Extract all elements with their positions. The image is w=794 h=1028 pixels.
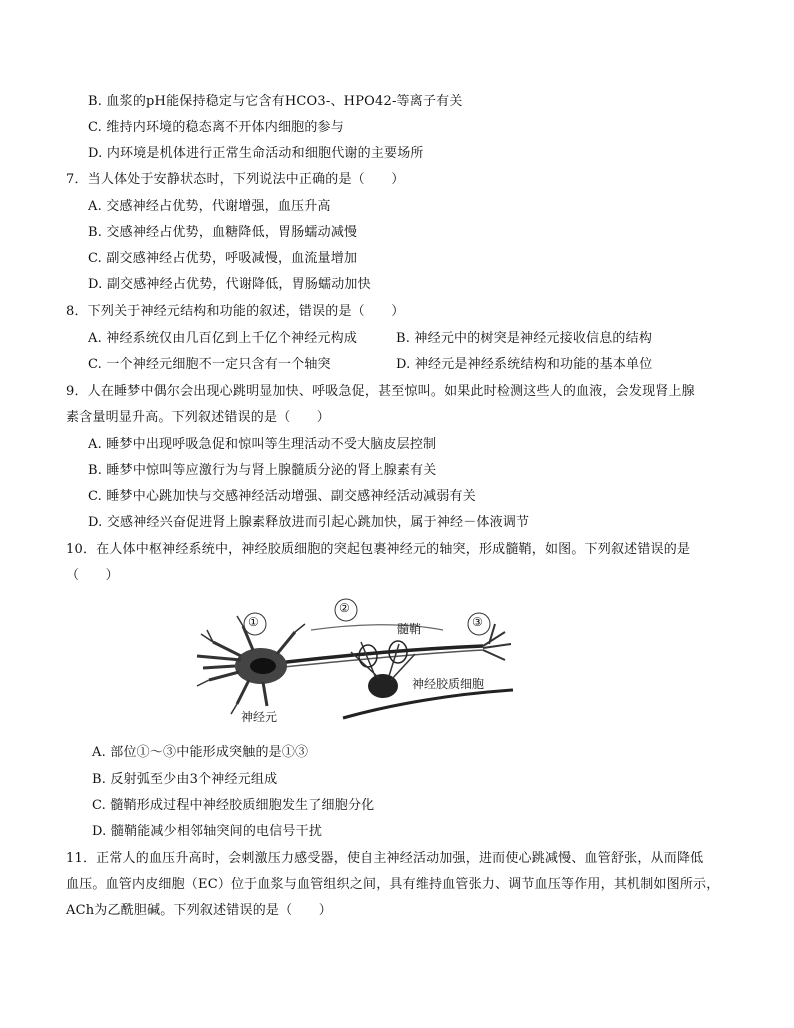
q9-stem-line1: 9．人在睡梦中偶尔会出现心跳明显加快、呼吸急促，甚至惊叫。如果此时检测这些人的血液，会发现肾上腺 — [66, 384, 695, 399]
figure-label-myelin: 髓鞘 — [397, 622, 422, 636]
q6-option-d: D. 内环境是机体进行正常生命活动和细胞代谢的主要场所 — [88, 146, 424, 161]
q7-option-a: A. 交感神经占优势，代谢增强，血压升高 — [88, 199, 331, 214]
q11-stem-line3: ACh为乙酰胆碱。下列叙述错误的是（ ） — [66, 903, 332, 918]
neuron-diagram — [193, 594, 523, 726]
q11-stem-line1: 11．正常人的血压升高时，会刺激压力感受器，使自主神经活动加强，进而使心跳减慢、血管舒张，从而降低 — [66, 851, 704, 866]
q7-option-c: C. 副交感神经占优势，呼吸减慢，血流量增加 — [88, 251, 358, 266]
q7-option-d: D. 副交感神经占优势，代谢降低，胃肠蠕动加快 — [88, 277, 371, 292]
q9-option-a: A. 睡梦中出现呼吸急促和惊叫等生理活动不受大脑皮层控制 — [88, 437, 437, 452]
q9-option-c: C. 睡梦中心跳加快与交感神经活动增强、副交感神经活动减弱有关 — [88, 489, 476, 504]
q10-option-a: A. 部位①～③中能形成突触的是①③ — [92, 745, 309, 760]
q9-stem-line2: 素含量明显升高。下列叙述错误的是（ ） — [66, 410, 331, 425]
figure-label-3: ③ — [472, 615, 483, 629]
figure-label-1: ① — [248, 615, 259, 629]
q9-option-d: D. 交感神经兴奋促进肾上腺素释放进而引起心跳加快，属于神经－体液调节 — [88, 515, 530, 530]
q10-option-d: D. 髓鞘能减少相邻轴突间的电信号干扰 — [92, 824, 323, 839]
q10-option-c: C. 髓鞘形成过程中神经胶质细胞发生了细胞分化 — [92, 798, 375, 813]
q7-option-b: B. 交感神经占优势，血糖降低，胃肠蠕动减慢 — [88, 225, 358, 240]
q9-option-b: B. 睡梦中惊叫等应激行为与肾上腺髓质分泌的肾上腺素有关 — [88, 463, 437, 478]
q6-option-c: C. 维持内环境的稳态离不开体内细胞的参与 — [88, 120, 344, 135]
q8-option-b: B. 神经元中的树突是神经元接收信息的结构 — [396, 331, 653, 346]
figure-label-2: ② — [339, 601, 350, 615]
figure-label-neuron: 神经元 — [241, 710, 278, 724]
q6-option-b: B. 血浆的pH能保持稳定与它含有HCO3-、HPO42-等离子有关 — [88, 94, 463, 109]
q8-stem: 8．下列关于神经元结构和功能的叙述，错误的是（ ） — [66, 304, 405, 319]
q8-option-c: C. 一个神经元细胞不一定只含有一个轴突 — [88, 357, 331, 372]
q11-stem-line2: 血压。血管内皮细胞（EC）位于血浆与血管组织之间，具有维持血管张力、调节血压等作用，其机制如图所示， — [66, 877, 720, 892]
q10-stem-line2: （ ） — [66, 568, 119, 583]
q8-option-d: D. 神经元是神经系统结构和功能的基本单位 — [396, 357, 653, 372]
figure-label-glial-cell: 神经胶质细胞 — [412, 677, 485, 691]
neuron-figure — [193, 594, 523, 726]
q10-stem-line1: 10．在人体中枢神经系统中，神经胶质细胞的突起包裹神经元的轴突，形成髓鞘，如图。下列叙述错误的是 — [66, 542, 691, 557]
q7-stem: 7．当人体处于安静状态时，下列说法中正确的是（ ） — [66, 172, 405, 187]
q10-option-b: B. 反射弧至少由3个神经元组成 — [92, 772, 278, 787]
q8-option-a: A. 神经系统仅由几百亿到上千亿个神经元构成 — [88, 331, 358, 346]
